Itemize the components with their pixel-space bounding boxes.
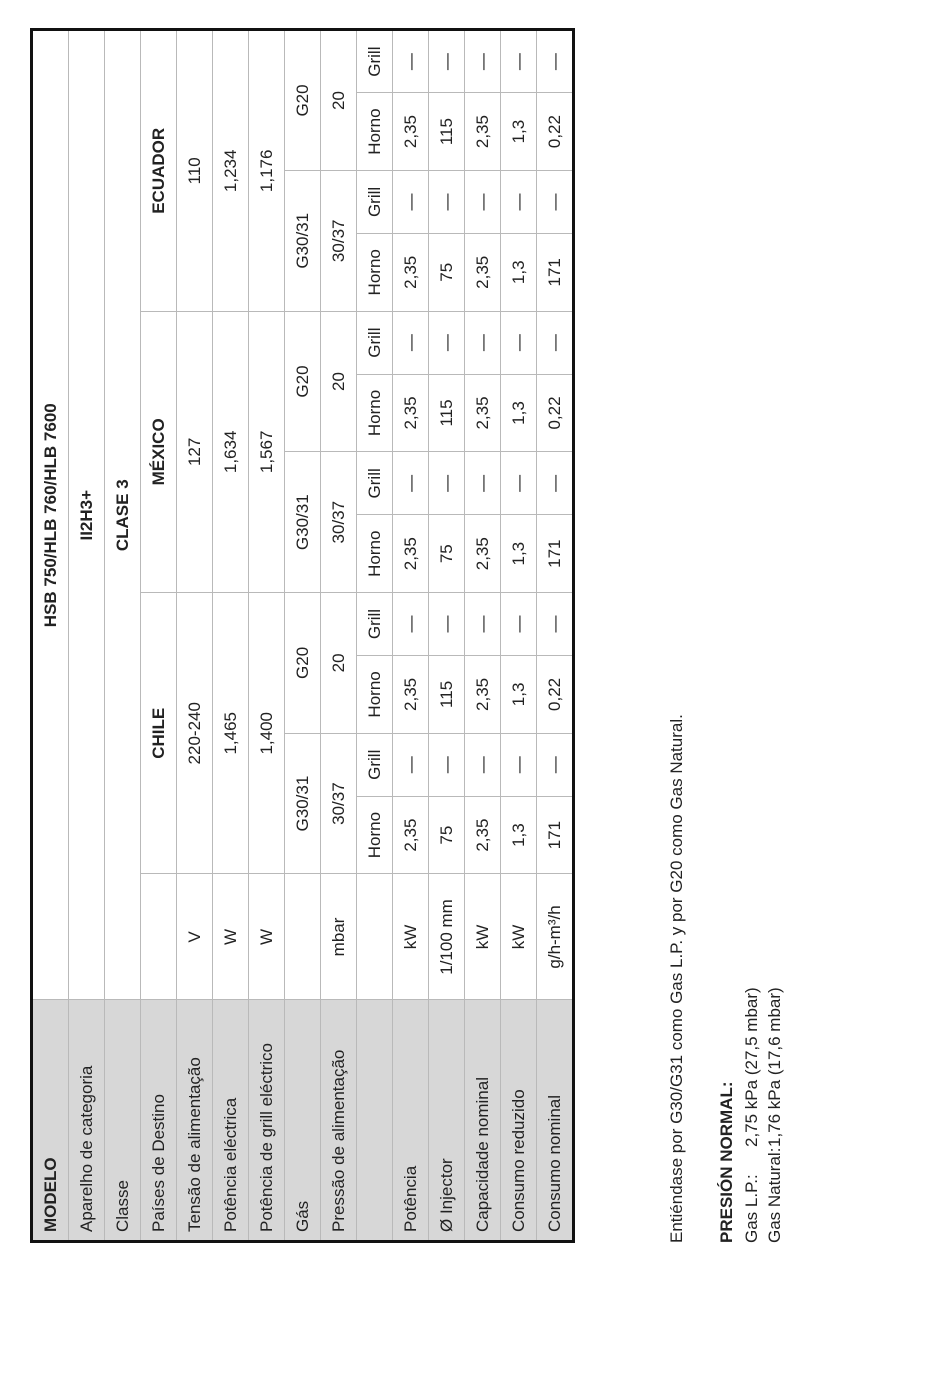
- cell-g20-horno: 1,3: [501, 656, 537, 734]
- sub-header-grill: Grill: [357, 452, 393, 515]
- cell-g20-grill: —: [429, 311, 465, 374]
- cell-g30-grill: —: [429, 733, 465, 796]
- row-countries: [141, 30, 177, 1242]
- country-ecuador: ECUADOR: [141, 30, 177, 312]
- table-row: [393, 30, 429, 1242]
- cell-g20-grill: —: [501, 311, 537, 374]
- sub-header-grill: Grill: [357, 311, 393, 374]
- row-unit: kW: [501, 874, 537, 1000]
- cell-g30-grill: —: [537, 170, 574, 233]
- cell-g30-horno: 75: [429, 515, 465, 593]
- cell-g30-horno: 171: [537, 796, 574, 874]
- gas-note: Entiéndase por G30/G31 como Gas L.P. y por G20 como Gas Natural.: [667, 714, 686, 1243]
- row-label: Capacidade nominal: [465, 1000, 501, 1242]
- electric-power-unit: W: [213, 874, 249, 1000]
- electric-power-mexico: 1,634: [213, 311, 249, 592]
- cell-g20-grill: —: [393, 593, 429, 656]
- cell-g30-horno: 1,3: [501, 233, 537, 311]
- cell-g30-grill: —: [501, 452, 537, 515]
- cell-g20-grill: —: [501, 30, 537, 93]
- cell-g20-horno: 2,35: [465, 93, 501, 171]
- countries-unit: [141, 874, 177, 1000]
- cell-g20-horno: 2,35: [393, 374, 429, 452]
- gas-label: Gás: [285, 1000, 321, 1242]
- cell-g30-horno: 2,35: [393, 515, 429, 593]
- voltage-unit: V: [177, 874, 213, 1000]
- row-label: Potência: [393, 1000, 429, 1242]
- sub-header-grill: Grill: [357, 733, 393, 796]
- cell-g30-horno: 2,35: [465, 233, 501, 311]
- sub-header-unit: [357, 874, 393, 1000]
- specifications-table: [30, 28, 575, 1243]
- row-class: [105, 30, 141, 1242]
- cell-g30-horno: 2,35: [465, 515, 501, 593]
- pressure-label: Pressão de alimentação: [321, 1000, 357, 1242]
- pressure-natural-value: 1,76 kPa (17,6 mbar): [765, 987, 784, 1147]
- country-mexico: MÉXICO: [141, 311, 177, 592]
- gas-ecuador-g20: G20: [285, 30, 321, 171]
- pressure-chile-g20: 20: [321, 593, 357, 734]
- row-category: [69, 30, 105, 1242]
- table-row: [465, 30, 501, 1242]
- cell-g20-grill: —: [537, 593, 574, 656]
- category-label: Aparelho de categoria: [69, 1000, 105, 1242]
- sub-header-horno: Horno: [357, 515, 393, 593]
- cell-g30-horno: 1,3: [501, 515, 537, 593]
- pressure-unit: mbar: [321, 874, 357, 1000]
- cell-g20-grill: —: [429, 593, 465, 656]
- cell-g30-horno: 1,3: [501, 796, 537, 874]
- grill-power-label: Potência de grill eléctrico: [249, 1000, 285, 1242]
- cell-g30-grill: —: [393, 170, 429, 233]
- cell-g20-grill: —: [393, 30, 429, 93]
- gas-chile-g30: G30/31: [285, 733, 321, 874]
- row-model: [32, 30, 69, 1242]
- sub-header-horno: Horno: [357, 796, 393, 874]
- class-label: Classe: [105, 1000, 141, 1242]
- grill-power-mexico: 1,567: [249, 311, 285, 592]
- gas-ecuador-g30: G30/31: [285, 170, 321, 311]
- table-row: [501, 30, 537, 1242]
- model-label: MODELO: [32, 1000, 69, 1242]
- row-unit: 1/100 mm: [429, 874, 465, 1000]
- sub-header-grill: Grill: [357, 593, 393, 656]
- pressure-lp-value: 2,75 kPa (27,5 mbar): [742, 987, 761, 1147]
- cell-g20-grill: —: [465, 593, 501, 656]
- sub-header-label: [357, 1000, 393, 1242]
- grill-power-unit: W: [249, 874, 285, 1000]
- row-label: Ø Injector: [429, 1000, 465, 1242]
- pressure-normal-title: PRESIÓN NORMAL:: [717, 1081, 736, 1243]
- cell-g30-grill: —: [465, 452, 501, 515]
- sub-header-horno: Horno: [357, 93, 393, 171]
- sub-header-grill: Grill: [357, 30, 393, 93]
- category-value: II2H3+: [69, 30, 105, 1000]
- cell-g30-grill: —: [429, 452, 465, 515]
- cell-g30-horno: 2,35: [393, 796, 429, 874]
- model-value: HSB 750/HLB 760/HLB 7600: [32, 30, 69, 1000]
- cell-g20-horno: 115: [429, 656, 465, 734]
- gas-mexico-g20: G20: [285, 311, 321, 452]
- pressure-ecuador-g20: 20: [321, 30, 357, 171]
- voltage-mexico: 127: [177, 311, 213, 592]
- cell-g30-grill: —: [429, 170, 465, 233]
- gas-mexico-g30: G30/31: [285, 452, 321, 593]
- cell-g30-horno: 2,35: [465, 796, 501, 874]
- cell-g20-grill: —: [537, 311, 574, 374]
- cell-g20-grill: —: [429, 30, 465, 93]
- row-unit: kW: [465, 874, 501, 1000]
- row-label: Consumo reduzido: [501, 1000, 537, 1242]
- electric-power-label: Potência eléctrica: [213, 1000, 249, 1242]
- sub-header-horno: Horno: [357, 233, 393, 311]
- country-chile: CHILE: [141, 593, 177, 874]
- voltage-ecuador: 110: [177, 30, 213, 312]
- pressure-natural-label: Gas Natural:: [765, 1147, 784, 1243]
- cell-g30-grill: —: [465, 733, 501, 796]
- cell-g30-horno: 75: [429, 233, 465, 311]
- row-electric-power: [213, 30, 249, 1242]
- cell-g30-horno: 171: [537, 515, 574, 593]
- cell-g20-horno: 0,22: [537, 93, 574, 171]
- gas-unit: [285, 874, 321, 1000]
- cell-g30-grill: —: [537, 733, 574, 796]
- cell-g20-grill: —: [501, 593, 537, 656]
- voltage-chile: 220-240: [177, 593, 213, 874]
- row-voltage: [177, 30, 213, 1242]
- pressure-chile-g30: 30/37: [321, 733, 357, 874]
- cell-g30-grill: —: [465, 170, 501, 233]
- sub-header-grill: Grill: [357, 170, 393, 233]
- row-pressure: [321, 30, 357, 1242]
- pressure-lp-label: Gas L.P.:: [742, 1174, 761, 1243]
- countries-label: Países de Destino: [141, 1000, 177, 1242]
- cell-g30-grill: —: [393, 733, 429, 796]
- cell-g20-grill: —: [465, 30, 501, 93]
- sub-header-horno: Horno: [357, 374, 393, 452]
- cell-g20-horno: 2,35: [465, 374, 501, 452]
- class-value: CLASE 3: [105, 30, 141, 1000]
- cell-g20-grill: —: [537, 30, 574, 93]
- row-sub-headers: [357, 30, 393, 1242]
- cell-g20-horno: 2,35: [393, 93, 429, 171]
- cell-g30-horno: 2,35: [393, 233, 429, 311]
- row-unit: g/h-m³/h: [537, 874, 574, 1000]
- cell-g30-grill: —: [393, 452, 429, 515]
- pressure-mexico-g30: 30/37: [321, 452, 357, 593]
- cell-g30-grill: —: [501, 170, 537, 233]
- gas-chile-g20: G20: [285, 593, 321, 734]
- table-row: [429, 30, 465, 1242]
- table-row: [537, 30, 574, 1242]
- cell-g20-horno: 2,35: [465, 656, 501, 734]
- cell-g20-grill: —: [465, 311, 501, 374]
- pressure-ecuador-g30: 30/37: [321, 170, 357, 311]
- sub-header-horno: Horno: [357, 656, 393, 734]
- electric-power-ecuador: 1,234: [213, 30, 249, 312]
- cell-g20-grill: —: [393, 311, 429, 374]
- cell-g20-horno: 0,22: [537, 656, 574, 734]
- grill-power-ecuador: 1,176: [249, 30, 285, 312]
- grill-power-chile: 1,400: [249, 593, 285, 874]
- row-grill-power: [249, 30, 285, 1242]
- voltage-label: Tensão de alimentação: [177, 1000, 213, 1242]
- cell-g30-horno: 75: [429, 796, 465, 874]
- cell-g20-horno: 2,35: [393, 656, 429, 734]
- row-gas: [285, 30, 321, 1242]
- row-unit: kW: [393, 874, 429, 1000]
- pressure-mexico-g20: 20: [321, 311, 357, 452]
- cell-g20-horno: 1,3: [501, 93, 537, 171]
- pressure-natural-row: [765, 987, 785, 1243]
- cell-g20-horno: 1,3: [501, 374, 537, 452]
- row-label: Consumo nominal: [537, 1000, 574, 1242]
- pressure-lp-row: [742, 987, 762, 1243]
- cell-g20-horno: 115: [429, 93, 465, 171]
- electric-power-chile: 1,465: [213, 593, 249, 874]
- cell-g20-horno: 0,22: [537, 374, 574, 452]
- cell-g30-horno: 171: [537, 233, 574, 311]
- cell-g30-grill: —: [501, 733, 537, 796]
- cell-g20-horno: 115: [429, 374, 465, 452]
- cell-g30-grill: —: [537, 452, 574, 515]
